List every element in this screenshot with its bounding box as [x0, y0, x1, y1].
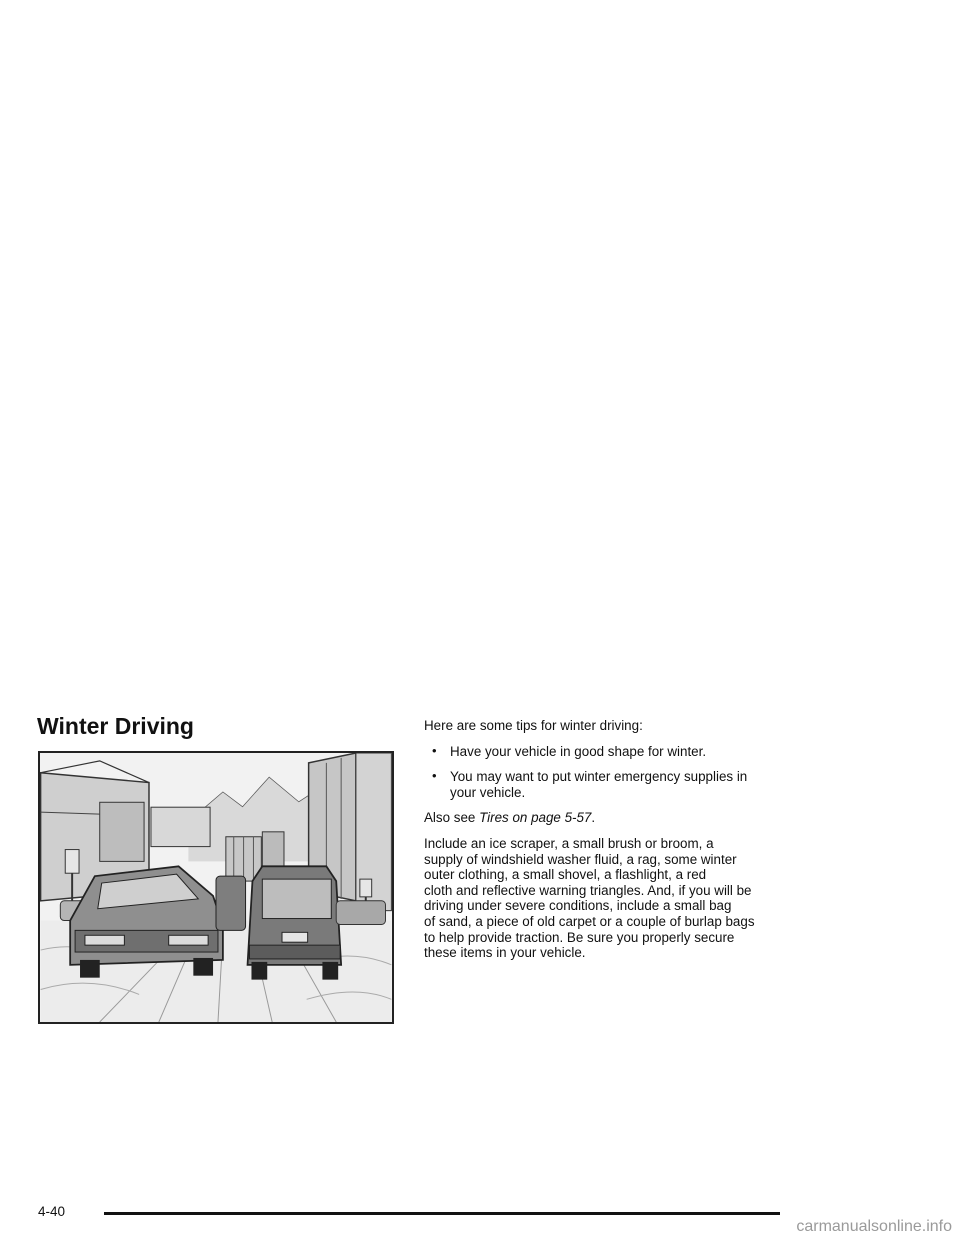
bullet-icon: • [432, 742, 437, 758]
section-title: Winter Driving [37, 713, 194, 739]
winter-scene-drawing [40, 753, 392, 1022]
bullet-item [424, 769, 824, 800]
intro-text: Here are some tips for winter driving: [424, 718, 643, 733]
also-see-suffix: . [591, 810, 596, 826]
tires-reference-link[interactable]: Tires on page 5-57 [479, 810, 592, 826]
also-see-line [424, 810, 824, 826]
bullet-text: You may want to put winter emergency supplies in your vehicle. [450, 769, 748, 800]
also-see-prefix: Also see [424, 810, 480, 826]
winter-driving-illustration [38, 751, 394, 1024]
bullet-text: Have your vehicle in good shape for winter. [450, 743, 707, 759]
watermark: carmanualsonline.info [796, 1218, 952, 1235]
text-column [424, 718, 824, 971]
bullet-item [424, 744, 824, 760]
supplies-paragraph: Include an ice scraper, a small brush or broom, a supply of windshield washer fluid, a rag, some winter outer clothing, a small shovel, a flashlight, a red cloth and reflective warning triangles. And, if you will be driving under severe conditions, include a small bag of sand, a piece of old carpet or a couple of burlap bags to help provide traction. Be sure you properly secure these items in your vehicle. [424, 835, 755, 961]
bullet-icon: • [432, 768, 437, 784]
footer-rule [104, 1212, 780, 1215]
page-number: 4-40 [38, 1204, 66, 1219]
